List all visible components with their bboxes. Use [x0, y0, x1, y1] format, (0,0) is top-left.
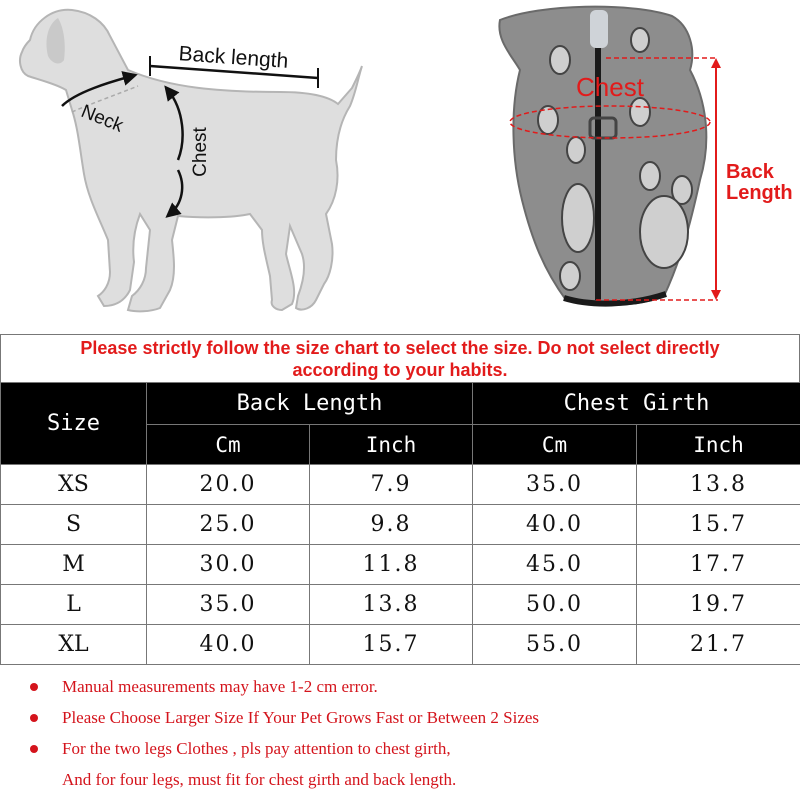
unit-header: Inch — [310, 425, 473, 465]
chest-cm-cell: 45.0 — [473, 545, 637, 585]
unit-header: Inch — [637, 425, 800, 465]
back-inch-cell: 11.8 — [310, 545, 473, 585]
size-chart-table — [0, 382, 800, 665]
back-cm-cell: 35.0 — [147, 585, 310, 625]
chest-cm-cell: 50.0 — [473, 585, 637, 625]
back-inch-cell: 7.9 — [310, 465, 473, 505]
chest-girth-header: Chest Girth — [473, 383, 800, 425]
table-row — [1, 545, 800, 585]
chest-inch-cell: 19.7 — [637, 585, 800, 625]
chest-inch-cell: 17.7 — [637, 545, 800, 585]
vest-image — [499, 7, 706, 305]
chest-inch-cell: 15.7 — [637, 505, 800, 545]
back-cm-cell: 40.0 — [147, 625, 310, 665]
chest-cm-cell: 40.0 — [473, 505, 637, 545]
unit-header: Cm — [473, 425, 637, 465]
list-item: For the two legs Clothes , pls pay attention to chest girth, — [30, 738, 790, 769]
size-cell: S — [1, 505, 147, 545]
table-row — [1, 465, 800, 505]
chest-inch-cell: 21.7 — [637, 625, 800, 665]
back-cm-cell: 25.0 — [147, 505, 310, 545]
measurement-figure — [0, 0, 800, 330]
back-length-label: Back length — [177, 42, 289, 73]
neck-label: Neck — [78, 101, 127, 137]
chest-label: Chest — [190, 127, 211, 177]
size-header: Size — [1, 383, 147, 465]
back-cm-cell: 20.0 — [147, 465, 310, 505]
size-warning — [0, 334, 800, 382]
list-item: And for four legs, must fit for chest girth and back length. — [62, 770, 457, 789]
vest-back-label-1: Back — [726, 161, 774, 183]
list-item: Manual measurements may have 1-2 cm error. — [30, 676, 790, 707]
size-cell: M — [1, 545, 147, 585]
chest-cm-cell: 35.0 — [473, 465, 637, 505]
list-item: Please Choose Larger Size If Your Pet Grows Fast or Between 2 Sizes — [30, 707, 790, 738]
size-warning-line1: Please strictly follow the size chart to select the size. Do not select directly — [80, 338, 720, 358]
back-cm-cell: 30.0 — [147, 545, 310, 585]
size-warning-line2: according to your habits. — [292, 360, 508, 380]
table-row — [1, 505, 800, 545]
back-length-marker — [150, 42, 318, 88]
chest-cm-cell: 55.0 — [473, 625, 637, 665]
table-row — [1, 625, 800, 665]
size-cell: L — [1, 585, 147, 625]
back-inch-cell: 13.8 — [310, 585, 473, 625]
vest-chest-label: Chest — [576, 72, 644, 102]
notes-list — [30, 676, 790, 800]
table-row — [1, 585, 800, 625]
back-inch-cell: 9.8 — [310, 505, 473, 545]
back-inch-cell: 15.7 — [310, 625, 473, 665]
vest-back-label-2: Length — [726, 182, 793, 204]
bullet-icon — [30, 683, 38, 691]
size-cell: XS — [1, 465, 147, 505]
unit-header: Cm — [147, 425, 310, 465]
size-cell: XL — [1, 625, 147, 665]
bullet-icon — [30, 745, 38, 753]
back-length-header: Back Length — [147, 383, 473, 425]
chest-inch-cell: 13.8 — [637, 465, 800, 505]
bullet-icon — [30, 714, 38, 722]
